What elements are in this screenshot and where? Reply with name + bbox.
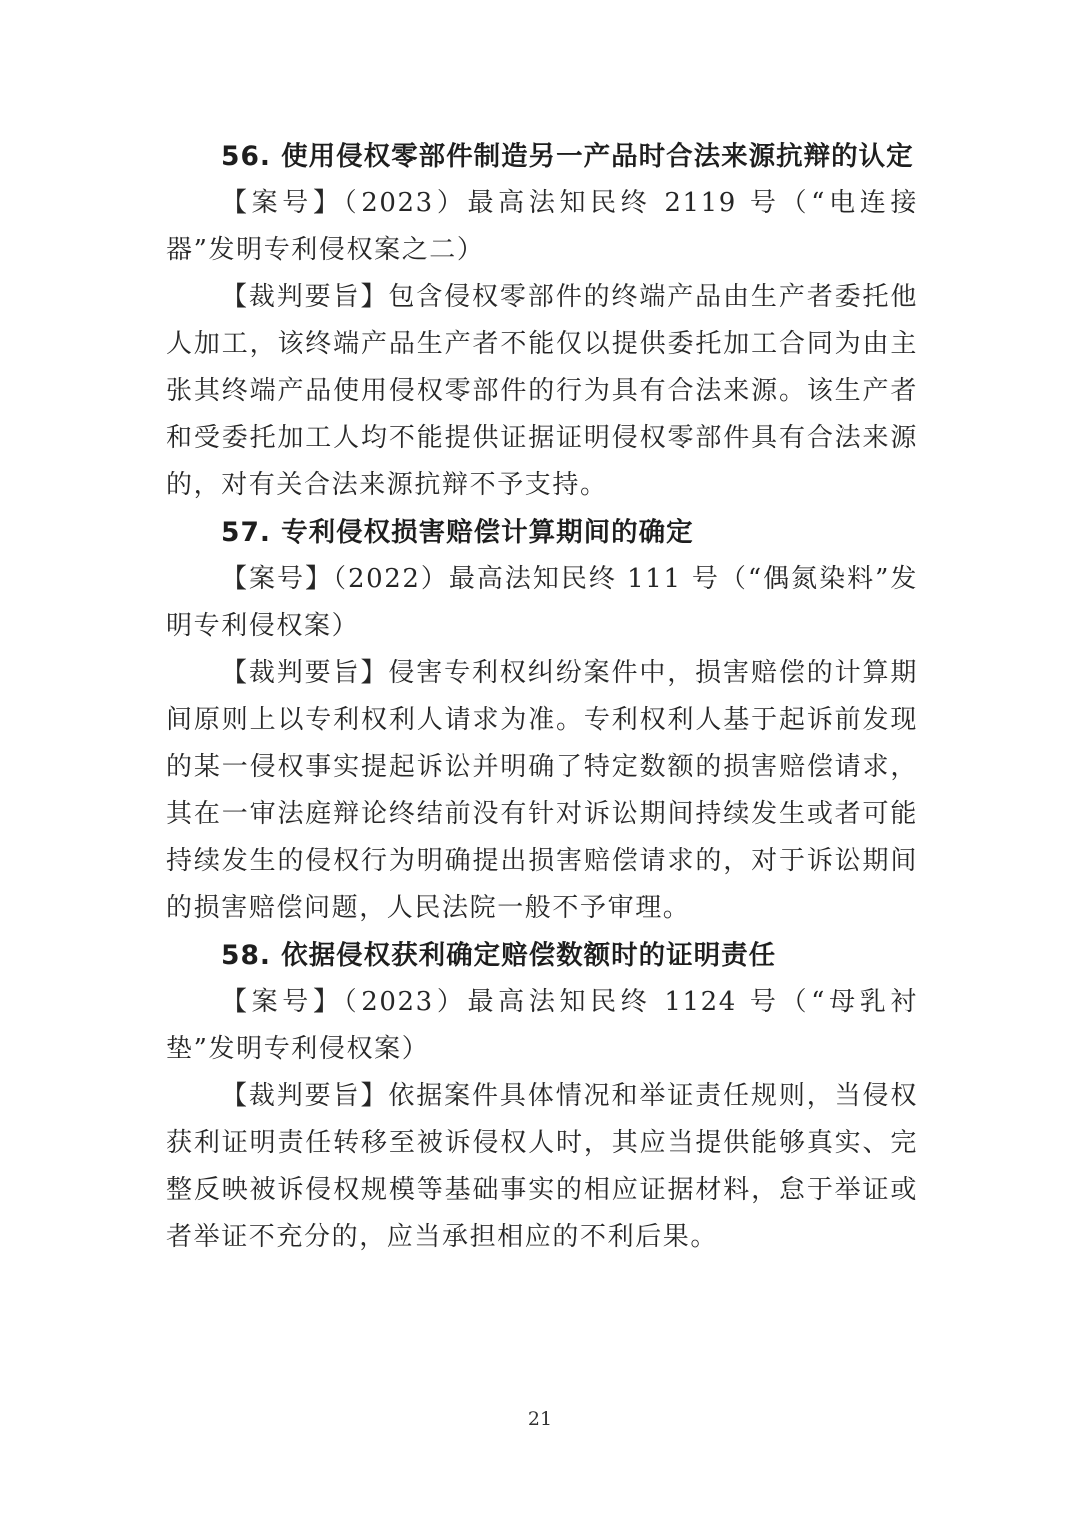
section-58-heading: 58. 依据侵权获利确定赔偿数额时的证明责任	[221, 940, 777, 971]
section-58-judgment-gist: 【裁判要旨】依据案件具体情况和举证责任规则，当侵权获利证明责任转移至被诉侵权人时，其应当提供能够真实、完整反映被诉侵权规模等基础事实的相应证据材料，怠于举证或者举证不充分的，应当承担相应的不利后果。	[166, 1081, 918, 1252]
section-56-heading: 56. 使用侵权零部件制造另一产品时合法来源抗辩的认定	[221, 141, 914, 172]
section-58-case-number: 【案号】（2023）最高法知民终 1124 号（“母乳衬垫”发明专利侵权案）	[166, 987, 918, 1064]
section-57-heading: 57. 专利侵权损害赔偿计算期间的确定	[221, 517, 694, 548]
page-number: 21	[527, 1408, 553, 1430]
section-57-case-number: 【案号】（2022）最高法知民终 111 号（“偶氮染料”发明专利侵权案）	[166, 564, 918, 641]
section-57-judgment-gist: 【裁判要旨】侵害专利权纠纷案件中，损害赔偿的计算期间原则上以专利权利人请求为准。专利权利人基于起诉前发现的某一侵权事实提起诉讼并明确了特定数额的损害赔偿请求，其在一审法庭辩论终结前没有针对诉讼期间持续发生或者可能持续发生的侵权行为明确提出损害赔偿请求的，对于诉讼期间的损害赔偿问题，人民法院一般不予审理。	[166, 658, 918, 923]
page-content	[166, 133, 918, 1261]
section-56-judgment-gist: 【裁判要旨】包含侵权零部件的终端产品由生产者委托他人加工，该终端产品生产者不能仅以提供委托加工合同为由主张其终端产品使用侵权零部件的行为具有合法来源。该生产者和受委托加工人均不能提供证据证明侵权零部件具有合法来源的，对有关合法来源抗辩不予支持。	[166, 282, 918, 500]
section-56-case-number: 【案号】（2023）最高法知民终 2119 号（“电连接器”发明专利侵权案之二）	[166, 188, 918, 265]
